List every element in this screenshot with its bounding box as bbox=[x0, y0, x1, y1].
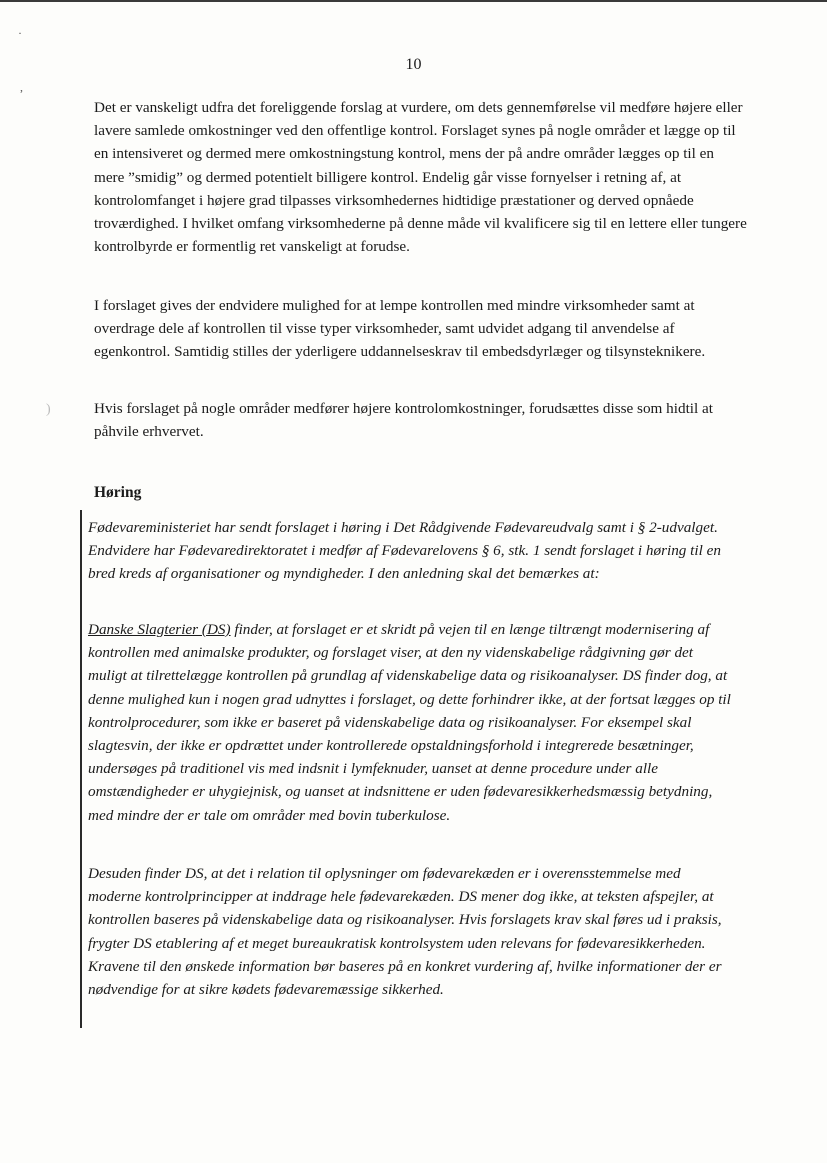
organization-name: Danske Slagterier (DS) bbox=[88, 621, 231, 638]
section-heading-hoering: Høring bbox=[94, 484, 142, 501]
paragraph-text: Desuden finder DS, at det i relation til oplysninger om fødevarekæden er i overensstemmelse med moderne kontrolprincipper at inddrage hele fødevarekæden. DS mener dog ikke, at teksten afspejler, at kontrollen baseres på videnskabelige data og risikoanalyser. Hvis forslagets krav skal føres ud i praksis, frygter DS etablering af et meget bureaukratisk kontrolsystem uden relevans for fødevaresikkerheden. Kravene til den ønskede information bør baseres på en konkret vurdering af, hvilke informationer der er nødvendige for at sikre kødets fødevaremæssige sikkerhed. bbox=[88, 865, 722, 999]
ds-response-paragraph-2 bbox=[88, 862, 734, 1001]
body-paragraph-cost bbox=[94, 96, 748, 258]
paragraph-text: Hvis forslaget på nogle områder medfører højere kontrolomkostninger, forudsættes disse som hidtil at påhvile erhvervet. bbox=[94, 400, 713, 441]
paragraph-text: Fødevareministeriet har sendt forslaget i høring i Det Rådgivende Fødevareudvalg samt i § 2-udvalget. Endvidere har Fødevaredirektoratet i medfør af Fødevarelovens § 6, stk. 1 sendt forslaget i høring til en bred kreds af organisationer og myndigheder. I den anledning skal det bemærkes at: bbox=[88, 519, 721, 583]
paragraph-text: finder, at forslaget er et skridt på vejen til en længe tiltrængt modernisering af kontrollen med animalske produkter, og forslaget viser, at den ny videnskabelige rådgivning gør det muligt at tilrettelægge kontrollen på grundlag af videnskabelige data og risikoanalyser. DS finder dog, at denne mulighed kun i nogen grad udnyttes i forslaget, og dette forhindrer ikke, at der fortsat lægges op til kontrolprocedurer, som ikke er baseret på videnskabelige data og risikoanalyser. For eksempel skal slagtesvin, der ikke er opdrættet under kontrollerede opstaldningsforhold i integrerede besætninger, undersøges på traditionel vis med indsnit i lymfeknuder, uanset at denne procedure under alle omstændigheder er uhygiejnisk, og uanset at indsnittene er uden fødevaresikkerhedsmæssig betydning, med mindre der er tale om områder med bovin tuberkulose. bbox=[88, 621, 731, 824]
margin-change-bar bbox=[80, 510, 82, 1028]
ds-response-paragraph bbox=[88, 618, 734, 827]
scan-speck: · bbox=[18, 26, 22, 40]
paragraph-text: Det er vanskeligt udfra det foreliggende forslag at vurdere, om dets gennemførelse vil medføre højere eller lavere samlede omkostninger ved den offentlige kontrol. Forslaget synes på nogle områder et lægge op til en intensiveret og dermed mere omkostningstung kontrol, mens der på andre områder lægges op til en mere ”smidig” og dermed potentielt billigere kontrol. Endelig går visse fornyelser i retning af, at kontrolomfanget i højere grad tilpasses virksomhedernes hidtidige præstationer og derved opnåede troværdighed. I hvilket omfang virksomhederne på denne måde vil kvalificere sig til en lettere eller tungere kontrolbyrde er formentlig ret vanskeligt at forudse. bbox=[94, 99, 747, 256]
scan-top-border bbox=[0, 0, 827, 2]
body-paragraph-costs-borne bbox=[94, 397, 748, 443]
hearing-intro-paragraph bbox=[88, 516, 734, 586]
scan-speck: , bbox=[20, 80, 23, 94]
body-paragraph-relief bbox=[94, 294, 748, 364]
page-number: 10 bbox=[405, 56, 422, 73]
paragraph-text: I forslaget gives der endvidere mulighed for at lempe kontrollen med mindre virksomheder samt at overdrage dele af kontrollen til visse typer virksomheder, samt udvidet adgang til anvendelse af egenkontrol. Samtidig stilles der yderligere uddannelseskrav til embedsdyrlæger og tilsynsteknikere. bbox=[94, 297, 706, 361]
scan-margin-mark: ) bbox=[46, 402, 51, 417]
